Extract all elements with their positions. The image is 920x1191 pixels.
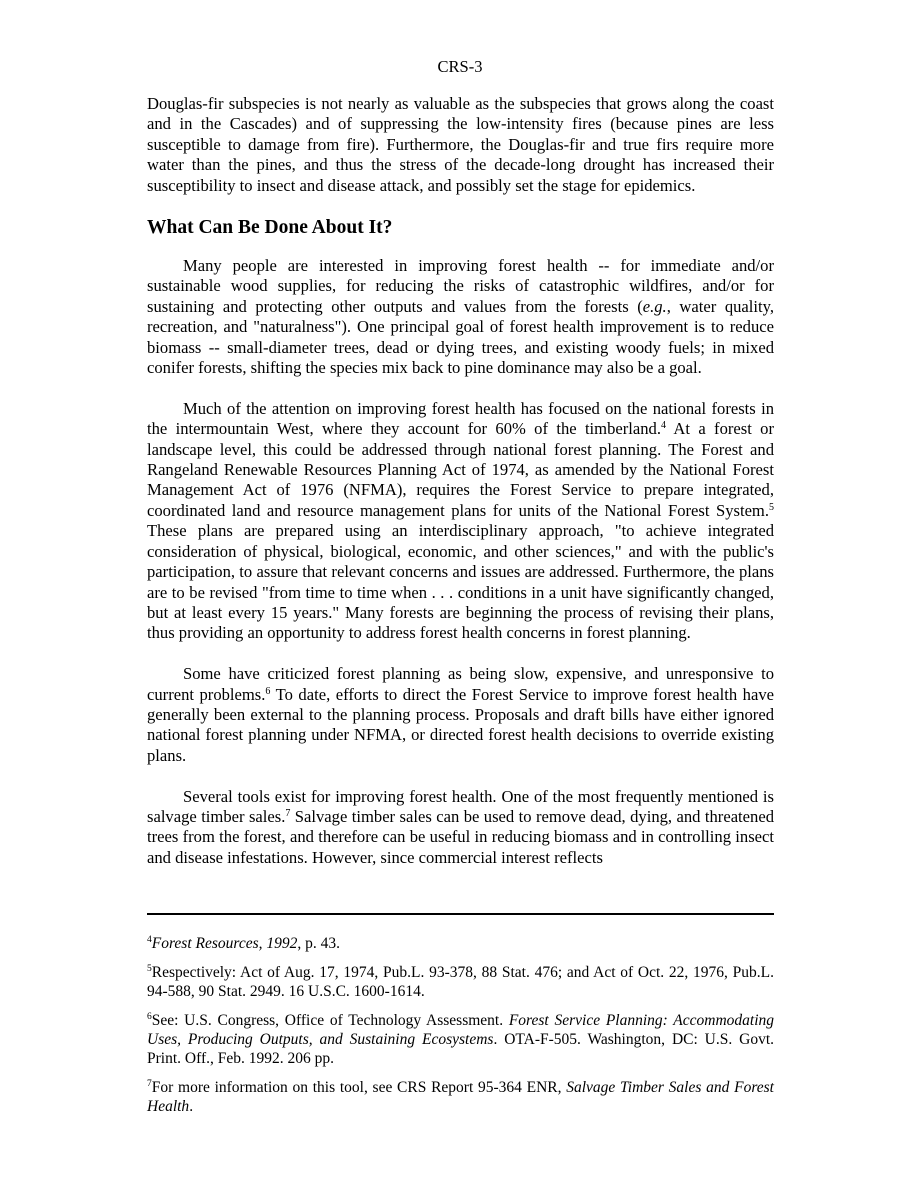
- intro-paragraph: Douglas-fir subspecies is not nearly as valuable as the subspecies that grows along the coast and in the Cascades) and of suppressing the low-intensity fires (because pines are less susceptible to damage from fire). Furthermore, the Douglas-fir and true firs require more water than the pines, and thus the stress of the decade-long drought has increased their susceptibility to insect and disease attack, and possibly set the stage for epidemics.: [147, 94, 774, 195]
- footnote-ref-6: 6: [265, 685, 271, 697]
- eg-italic: e.g.: [642, 296, 667, 316]
- footnote-7: $^7$For more information on this tool, see CRS Report 95-364 ENR, Salvage Timber Sales and Forest Health.: [147, 1079, 774, 1115]
- footnote-ref-4: 4: [660, 420, 666, 432]
- footnote-ref-7: 7: [285, 807, 291, 819]
- paragraph-national-forest-planning: Much of the attention on improving forest health has focused on the national forests in the intermountain West, where they account for 60% of the timberland.$^4$ At a forest or landscape level, this could be addressed through national forest planning. The Forest and Rangeland Renewable Resources Planning Act of 1974, as amended by the National Forest Management Act of 1976 (NFMA), requires the Forest Service to prepare integrated, coordinated land and resource management plans for units of the National Forest System.$^5$ These plans are prepared using an interdisciplinary approach, "to achieve integrated consideration of physical, biological, economic, and other sciences," and with the public's participation, to assure that relevant concerns and issues are addressed. Furthermore, the plans are to be revised "from time to time when . . . conditions in a unit have significantly changed, but at least every 15 years." Many forests are beginning the process of revising their plans, thus providing an opportunity to address forest health concerns in forest planning.: [147, 398, 774, 643]
- paragraph-forest-health-goals: Many people are interested in improving forest health -- for immediate and/or sustainable wood supplies, for reducing the risks of catastrophic wildfires, and/or for sustaining and protecting other outputs and values from the forests (e.g., water quality, recreation, and "naturalness"). One principal goal of forest health improvement is to reduce biomass -- small-diameter trees, dead or dying trees, and existing woody fuels; in mixed conifer forests, shifting the species mix back to pine dominance may also be a goal.: [147, 256, 774, 378]
- paragraph-planning-criticism: Some have criticized forest planning as being slow, expensive, and unresponsive to current problems.$^6$ To date, efforts to direct the Forest Service to improve forest health have generally been external to the planning process. Proposals and draft bills have either ignored national forest planning under NFMA, or directed forest health decisions to override existing plans.: [147, 664, 775, 765]
- footnote-5: $^5$Respectively: Act of Aug. 17, 1974, Pub.L. 93-378, 88 Stat. 476; and Act of Oct. 22, 1976, Pub.L. 94-588, 90 Stat. 2949. 16 U.S.C. 1600-1614.: [147, 964, 774, 1000]
- footnote-ref-5: 5: [769, 501, 774, 513]
- page-number: CRS-3: [437, 57, 483, 76]
- section-heading: What Can Be Done About It?: [147, 217, 393, 239]
- body-text: [147, 94, 774, 868]
- footnotes: [147, 934, 774, 1126]
- paragraph-salvage-timber: Several tools exist for improving forest health. One of the most frequently mentioned is salvage timber sales.$^7$ Salvage timber sales can be used to remove dead, dying, and threatened trees from the forest, and therefore can be useful in reducing biomass and in controlling insect and disease infestations. However, since commercial interest reflects: [147, 786, 774, 867]
- footnote-6: $^6$See: U.S. Congress, Office of Technology Assessment. Forest Service Planning: Accommodating Uses, Producing Outputs, and Sustaining Ecosystems. OTA-F-505. Washington, DC: U.S. Govt. Print. Off., Feb. 1992. 206 pp.: [147, 1012, 774, 1067]
- footnote-divider: [147, 913, 774, 915]
- footnote-4: $^4$Forest Resources, 1992, p. 43.: [147, 935, 341, 952]
